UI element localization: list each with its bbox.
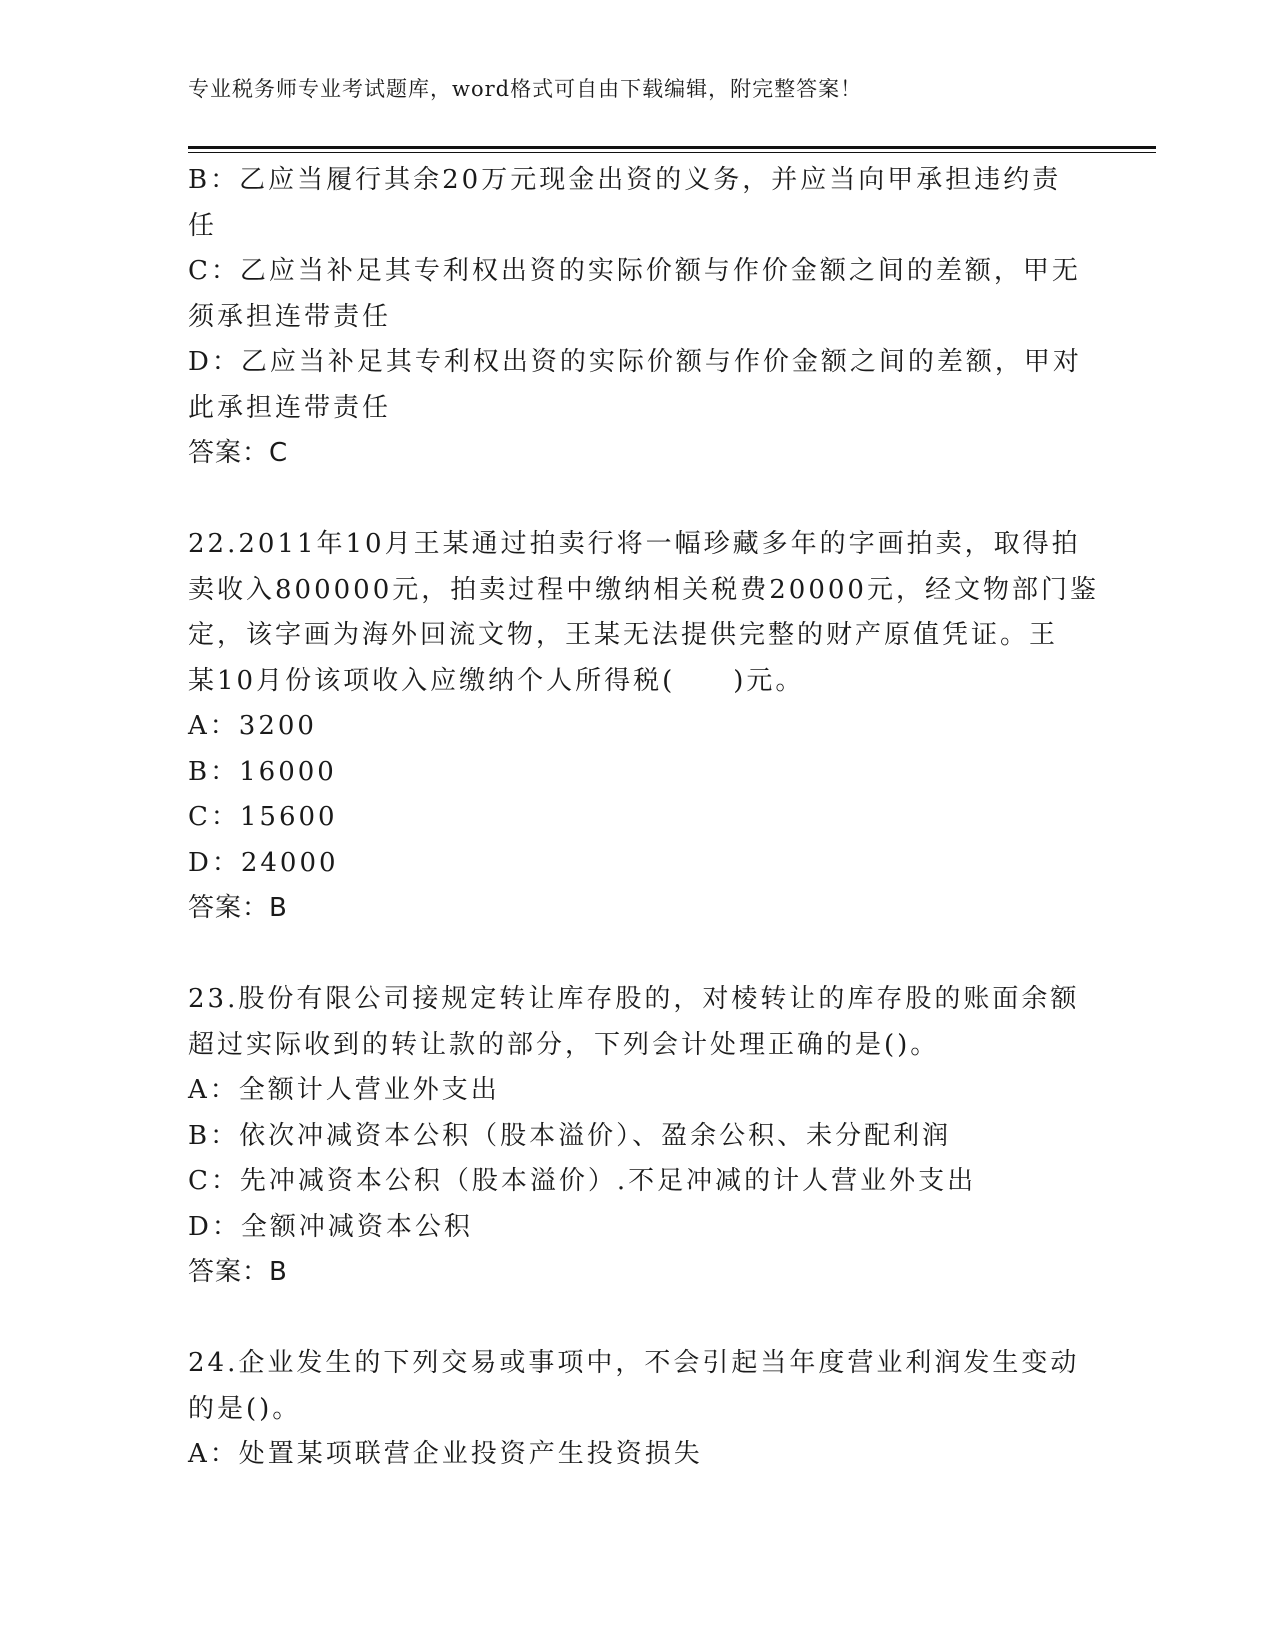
option-b-line-1: B：乙应当履行其余20万元现金出资的义务，并应当向甲承担违约责	[188, 165, 1062, 195]
page-header: 专业税务师专业考试题库，word格式可自由下载编辑，附完整答案！	[188, 77, 863, 101]
option-a: A：全额计人营业外支出	[188, 1075, 500, 1105]
option-d: D：24000	[188, 847, 339, 878]
spacer	[188, 477, 1088, 523]
document-body	[188, 158, 1099, 1478]
header-rule-thick	[188, 146, 1156, 149]
header-rule-thin	[188, 152, 1156, 153]
spacer	[188, 932, 1088, 978]
question-22	[188, 522, 1099, 932]
question-23	[188, 977, 1088, 1296]
prev-question-options	[188, 158, 1088, 477]
option-c-line-1: C：乙应当补足其专利权出资的实际价额与作价金额之间的差额，甲无	[188, 256, 1081, 286]
answer-line: 答案：B	[188, 1257, 288, 1287]
question-stem-line: 定，该字画为海外回流文物，王某无法提供完整的财产原值凭证。王	[188, 620, 1059, 650]
spacer	[188, 1296, 1088, 1342]
question-24	[188, 1341, 1088, 1478]
question-stem-line: 某10月份该项收入应缴纳个人所得税( )元。	[188, 665, 805, 696]
question-stem-line: 超过实际收到的转让款的部分，下列会计处理正确的是()。	[188, 1029, 940, 1060]
option-b: B：依次冲减资本公积（股本溢价）、盈余公积、未分配利润	[188, 1120, 952, 1151]
question-stem-line: 23.股份有限公司接规定转让库存股的，对棱转让的库存股的账面余额	[188, 984, 1080, 1014]
question-stem-line: 22.2011年10月王某通过拍卖行将一幅珍藏多年的字画拍卖，取得拍	[188, 529, 1081, 559]
question-stem-line: 卖收入800000元，拍卖过程中缴纳相关税费20000元，经文物部门鉴	[188, 574, 1099, 605]
option-d-line-1: D：乙应当补足其专利权出资的实际价额与作价金额之间的差额，甲对	[188, 347, 1082, 377]
option-c-line-2: 须承担连带责任	[188, 301, 392, 332]
option-a: A：处置某项联营企业投资产生投资损失	[188, 1439, 703, 1469]
question-stem-line: 的是()。	[188, 1393, 302, 1424]
question-stem-line: 24.企业发生的下列交易或事项中，不会引起当年度营业利润发生变动	[188, 1348, 1080, 1378]
option-d-line-2: 此承担连带责任	[188, 392, 392, 423]
option-c: C：先冲减资本公积（股本溢价）.不足冲减的计人营业外支出	[188, 1166, 977, 1196]
option-d: D：全额冲减资本公积	[188, 1211, 473, 1242]
answer-line: 答案：B	[188, 893, 288, 923]
option-c: C：15600	[188, 802, 338, 832]
answer-line: 答案：C	[188, 438, 289, 468]
option-a: A：3200	[188, 711, 317, 741]
option-b-line-2: 任	[188, 210, 218, 241]
option-b: B：16000	[188, 756, 337, 787]
